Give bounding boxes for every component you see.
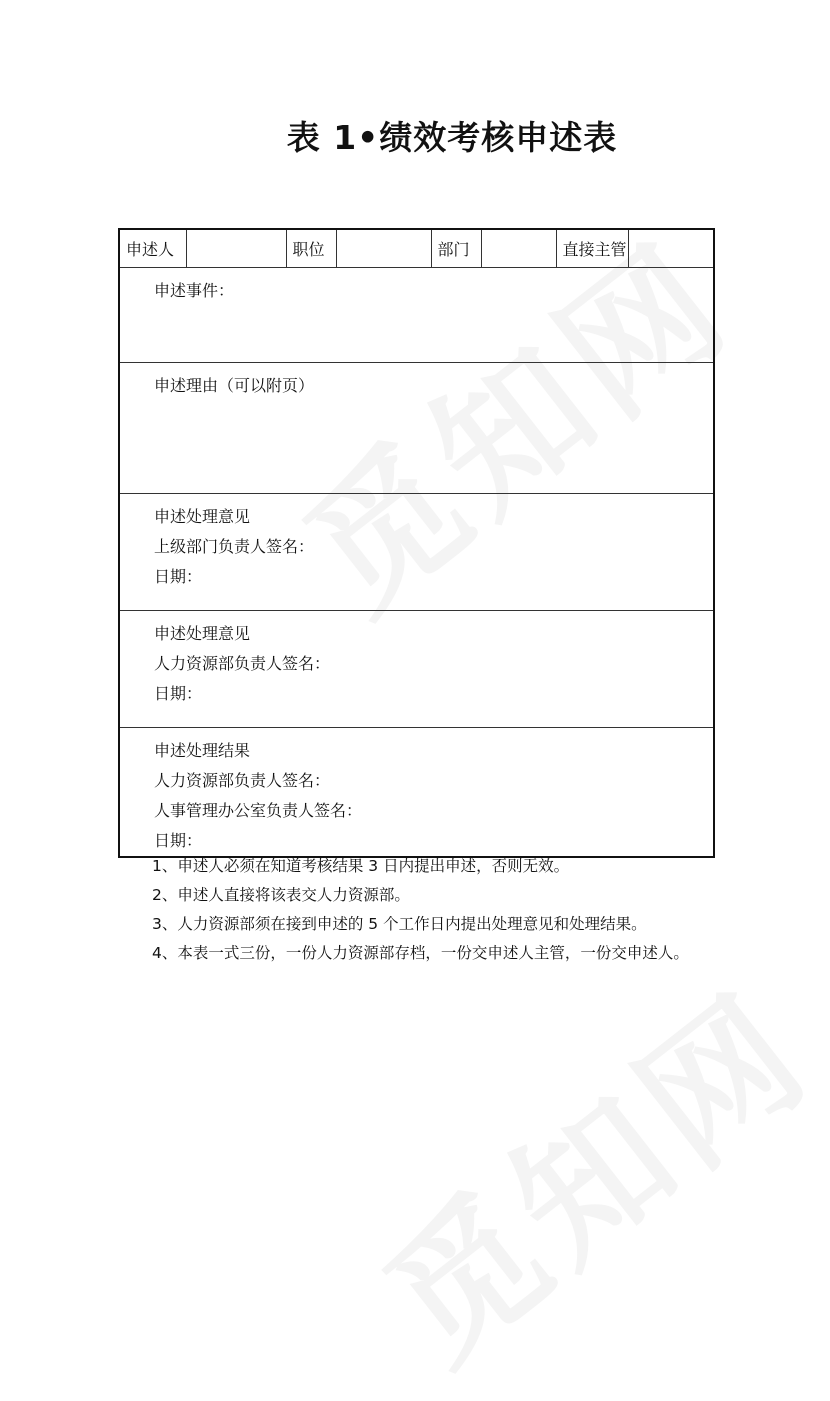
result-signer-office: 人事管理办公室负责人签名：	[154, 800, 363, 820]
applicant-label: 申述人	[119, 229, 186, 267]
department-field[interactable]	[481, 229, 556, 267]
note-item: 3、人力资源部须在接到申述的 5 个工作日内提出处理意见和处理结果。	[152, 915, 647, 933]
department-label: 部门	[431, 229, 481, 267]
opinion-hr-row	[119, 610, 714, 727]
result-cell[interactable]	[119, 727, 714, 857]
header-row	[119, 229, 714, 267]
reason-label: 申述理由（可以附页）	[154, 375, 315, 395]
watermark	[334, 935, 830, 1401]
opinion-hr-cell[interactable]	[119, 610, 714, 727]
reason-row	[119, 362, 714, 493]
result-row	[119, 727, 714, 857]
result-title: 申述处理结果	[154, 740, 251, 760]
opinion-dept-row	[119, 493, 714, 610]
opinion-dept-signer: 上级部门负责人签名：	[154, 536, 315, 556]
result-date: 日期：	[154, 830, 203, 850]
note-item: 4、本表一式三份，一份人力资源部存档，一份交申述人主管，一份交申述人。	[152, 944, 689, 962]
supervisor-field[interactable]	[628, 229, 714, 267]
notes-list	[152, 852, 689, 968]
supervisor-label: 直接主管	[556, 229, 628, 267]
applicant-field[interactable]	[186, 229, 286, 267]
event-label: 申述事件：	[154, 280, 235, 300]
opinion-dept-cell[interactable]	[119, 493, 714, 610]
note-item: 1、申述人必须在知道考核结果 3 日内提出申述，否则无效。	[152, 857, 570, 875]
page-title: 表 1•绩效考核申述表	[286, 118, 618, 157]
opinion-hr-date: 日期：	[154, 683, 203, 703]
opinion-hr-signer: 人力资源部负责人签名：	[154, 653, 331, 673]
opinion-dept-title: 申述处理意见	[154, 506, 251, 526]
position-label: 职位	[286, 229, 336, 267]
event-row	[119, 267, 714, 362]
note-item: 2、申述人直接将该表交人力资源部。	[152, 886, 410, 904]
appeal-form-table	[118, 228, 715, 858]
event-cell[interactable]	[119, 267, 714, 362]
reason-cell[interactable]	[119, 362, 714, 493]
opinion-hr-title: 申述处理意见	[154, 623, 251, 643]
position-field[interactable]	[336, 229, 431, 267]
opinion-dept-date: 日期：	[154, 566, 203, 586]
result-signer-hr: 人力资源部负责人签名：	[154, 770, 331, 790]
